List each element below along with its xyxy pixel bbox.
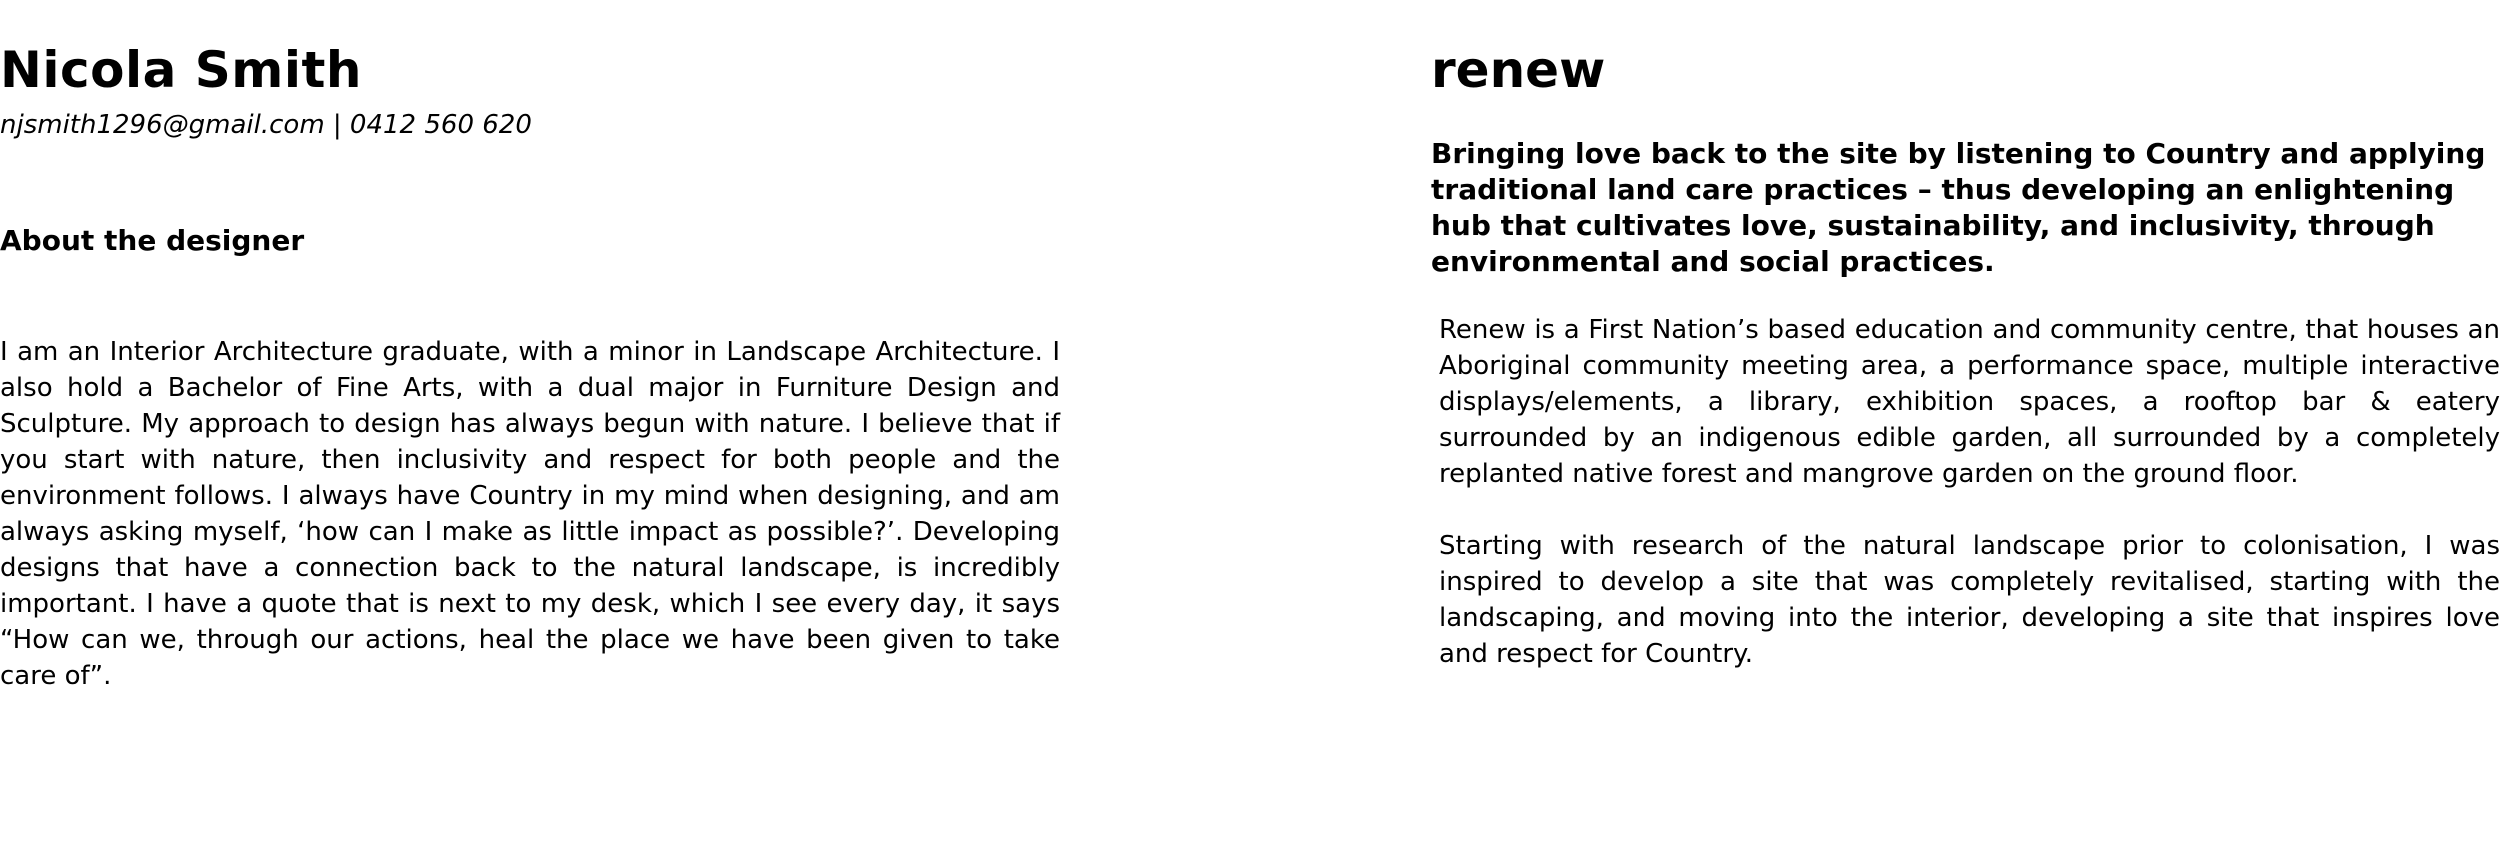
project-column [1431, 38, 2500, 672]
about-heading: About the designer [0, 224, 305, 257]
project-title: renew [1431, 41, 1606, 99]
designer-contact: njsmith1296@gmail.com | 0412 560 620 [0, 110, 532, 140]
designer-bio: I am an Interior Architecture graduate, with a minor in Landscape Architecture. I also hold a Bachelor of Fine Arts, with a dual major in Furniture Design and Sculpture. My approach to design has always begun with nature. I believe that if you start with nature, then inclusivity and respect for both people and the environment follows. I always have Country in my mind when designing, and am always asking myself, ‘how can I make as little impact as possible?’. Developing designs that have a connection back to the natural landscape, is incredibly important. I have a quote that is next to my desk, which I see every day, it says “How can we, through our actions, heal the place we have been given to take care of”. [0, 337, 1060, 691]
project-description-paragraph: Starting with research of the natural landscape prior to colonisation, I was inspired to develop a site that was completely revitalised, starting with the landscaping, and moving into the interior, developing a site that inspires love and respect for Country. [1439, 531, 2500, 669]
project-description-paragraph: Renew is a First Nation’s based education and community centre, that houses an Aboriginal community meeting area, a performance space, multiple interactive displays/elements, a library, exhibition spaces, a rooftop bar & eatery surrounded by an indigenous edible garden, all surrounded by a completely replanted native forest and mangrove garden on the ground floor. [1439, 315, 2500, 489]
designer-name: Nicola Smith [0, 41, 363, 99]
designer-column [0, 38, 1060, 694]
project-tagline: Bringing love back to the site by listening to Country and applying traditional land care practices – thus developing an enlightening hub that cultivates love, sustainability, and inclusivity, through environmental and social practices. [1431, 137, 2486, 278]
